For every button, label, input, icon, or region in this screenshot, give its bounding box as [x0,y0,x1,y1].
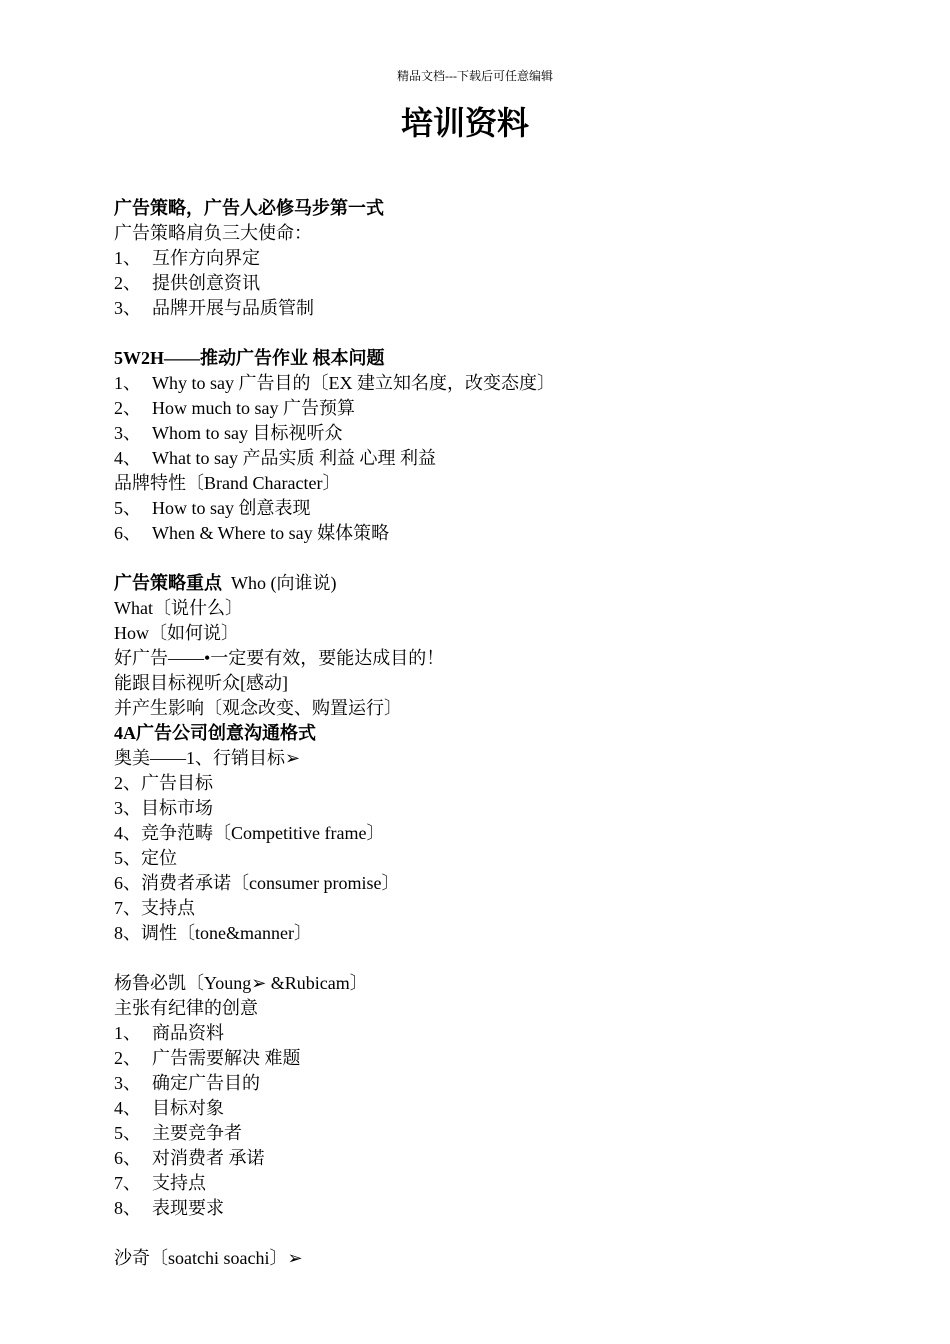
page-header-note: 精品文档---下载后可任意编辑 [397,69,553,83]
list-number: 6、 [114,1148,141,1168]
list-item [114,1146,874,1171]
list-item [114,1121,874,1146]
list-item [114,1171,874,1196]
text-line: 4、竞争范畴〔Competitive frame〕 [114,823,385,843]
section-heading: 广告策略，广告人必修马步第一式 [114,198,384,218]
list-item [114,496,874,521]
list-number: 8、 [114,1198,141,1218]
list-text: When & Where to say 媒体策略 [152,523,390,543]
spacer [114,546,874,571]
section-heading-rest: Who (向谁说) [222,573,337,593]
list-item [114,1046,874,1071]
list-text: How to say 创意表现 [152,498,311,518]
section-intro: 主张有纪律的创意 [114,998,258,1018]
list-text: 对消费者 承诺 [152,1148,265,1168]
list-text: Whom to say 目标视听众 [152,423,343,443]
list-number: 4、 [114,448,141,468]
list-number: 3、 [114,298,141,318]
brand-character-line: 品牌特性〔Brand Character〕 [114,473,341,493]
list-item [114,1071,874,1096]
list-text: 表现要求 [152,1198,224,1218]
text-line: 3、目标市场 [114,798,213,818]
list-item [114,371,874,396]
list-number: 6、 [114,523,141,543]
list-item [114,246,874,271]
text-line: 并产生影响〔观念改变、购置运行〕 [114,698,402,718]
section-intro: 广告策略肩负三大使命： [114,223,312,243]
text-line: 6、消费者承诺〔consumer promise〕 [114,873,400,893]
document-body [114,196,874,1271]
list-number: 4、 [114,1098,141,1118]
spacer [114,1221,874,1246]
list-text: 支持点 [152,1173,206,1193]
list-text: 目标对象 [152,1098,224,1118]
list-text: 商品资料 [152,1023,224,1043]
list-number: 5、 [114,498,141,518]
list-text: 主要竞争者 [152,1123,242,1143]
text-line: What〔说什么〕 [114,598,243,618]
list-number: 1、 [114,373,141,393]
list-number: 7、 [114,1173,141,1193]
list-number: 1、 [114,1023,141,1043]
list-text: 互作方向界定 [152,248,260,268]
spacer [114,946,874,971]
list-text: 确定广告目的 [152,1073,260,1093]
list-text: What to say 产品实质 利益 心理 利益 [152,448,436,468]
text-line: 能跟目标视听众[感动] [114,673,288,693]
list-item [114,271,874,296]
list-number: 2、 [114,1048,141,1068]
list-item [114,296,874,321]
text-line: How〔如何说〕 [114,623,239,643]
list-text: 广告需要解决 难题 [152,1048,301,1068]
list-item [114,396,874,421]
list-item [114,446,874,471]
text-line: 5、定位 [114,848,177,868]
list-number: 1、 [114,248,141,268]
list-item [114,421,874,446]
section-heading: 5W2H——推动广告作业 根本问题 [114,348,385,368]
list-number: 3、 [114,1073,141,1093]
text-line: 7、支持点 [114,898,195,918]
text-line: 8、调性〔tone&manner〕 [114,923,312,943]
section-heading [114,571,874,596]
list-item [114,1021,874,1046]
agency-title: 杨鲁必凯〔Young➢ &Rubicam〕 [114,973,368,993]
list-number: 5、 [114,1123,141,1143]
list-number: 3、 [114,423,141,443]
list-item [114,1196,874,1221]
list-item [114,521,874,546]
section-heading-bold: 广告策略重点 [114,573,222,593]
list-item [114,1096,874,1121]
section-heading: 4A广告公司创意沟通格式 [114,723,316,743]
agency-title: 沙奇〔soatchi soachi〕➢ [114,1248,303,1268]
document-title: 培训资料 [400,104,529,142]
spacer [114,321,874,346]
list-text: Why to say 广告目的〔EX 建立知名度，改变态度〕 [152,373,555,393]
list-text: 提供创意资讯 [152,273,260,293]
text-line: 奥美——1、行销目标➢ [114,748,301,768]
list-number: 2、 [114,273,141,293]
text-line: 2、广告目标 [114,773,213,793]
list-number: 2、 [114,398,141,418]
list-text: How much to say 广告预算 [152,398,355,418]
list-text: 品牌开展与品质管制 [152,298,314,318]
text-line: 好广告——•一定要有效，要能达成目的！ [114,648,445,668]
